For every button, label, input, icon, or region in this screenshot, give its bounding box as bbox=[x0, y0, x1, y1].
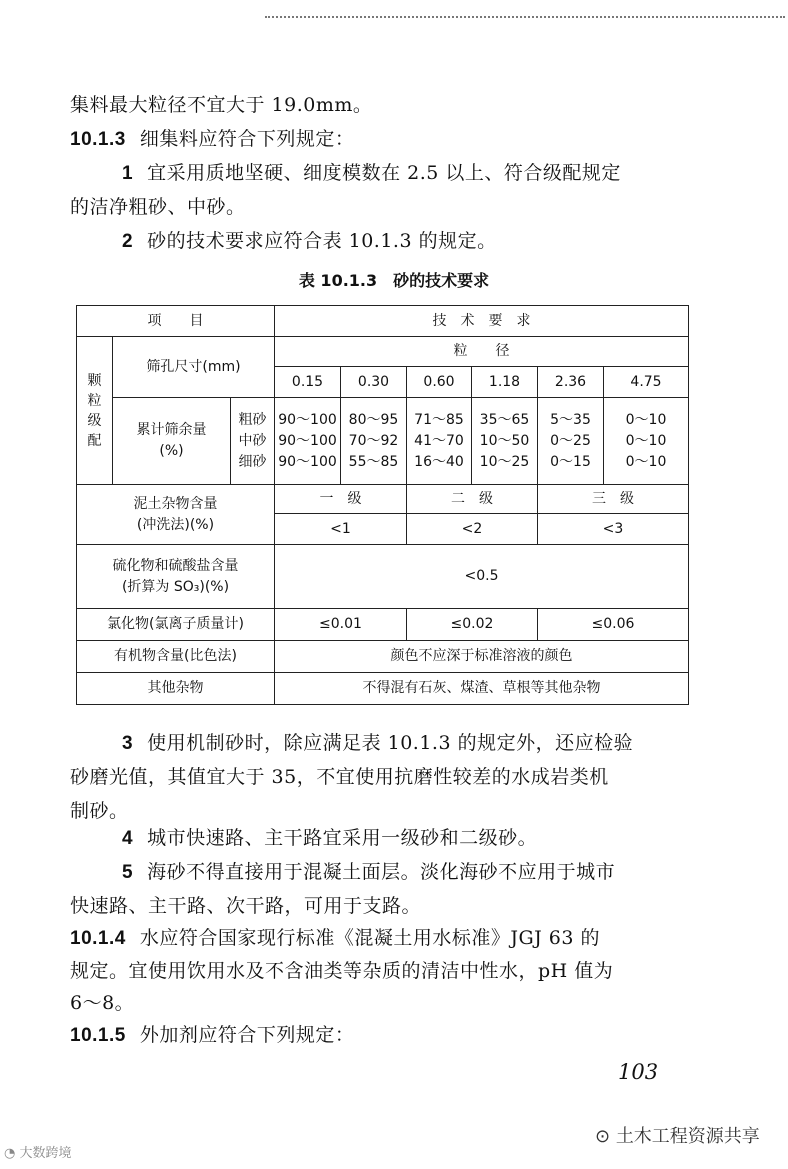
mud-value: <2 bbox=[407, 514, 538, 545]
mud-value: <1 bbox=[275, 514, 407, 545]
mud-label: 泥土杂物含量 (冲洗法)(%) bbox=[77, 485, 275, 545]
chloride-value: ≤0.02 bbox=[407, 609, 538, 641]
logo-icon: ◔ bbox=[4, 1146, 20, 1161]
header-item: 项 目 bbox=[77, 306, 275, 337]
item-3-line-c: 制砂。 bbox=[70, 800, 129, 822]
sieve-size: 0.30 bbox=[341, 367, 407, 398]
clause-10-1-3: 10.1.3 细集料应符合下列规定： bbox=[70, 128, 355, 150]
residue-values: 5～35 0～25 0～15 bbox=[538, 398, 604, 485]
sieve-size: 4.75 bbox=[604, 367, 689, 398]
chloride-value: ≤0.06 bbox=[538, 609, 689, 641]
sieve-size: 0.15 bbox=[275, 367, 341, 398]
header-rule bbox=[265, 0, 785, 18]
residue-label: 累计筛余量 (%) bbox=[113, 398, 231, 485]
grade-2: 二 级 bbox=[407, 485, 538, 514]
paragraph-aggregate-size: 集料最大粒径不宜大于 19.0mm。 bbox=[70, 94, 373, 116]
sieve-size: 2.36 bbox=[538, 367, 604, 398]
clause-10-1-4-line-a: 10.1.4 水应符合国家现行标准《混凝土用水标准》JGJ 63 的 bbox=[70, 927, 600, 949]
sieve-size: 0.60 bbox=[407, 367, 472, 398]
other-value: 不得混有石灰、煤渣、草根等其他杂物 bbox=[275, 673, 689, 705]
clause-10-1-4-line-b: 规定。宜使用饮用水及不含油类等杂质的清洁中性水，pH 值为 bbox=[70, 960, 614, 982]
item-3-line-a: 3 使用机制砂时，除应满足表 10.1.3 的规定外，还应检验 bbox=[122, 732, 634, 754]
residue-values: 0～10 0～10 0～10 bbox=[604, 398, 689, 485]
item-4: 4 城市快速路、主干路宜采用一级砂和二级砂。 bbox=[122, 827, 538, 849]
residue-values: 71～85 41～70 16～40 bbox=[407, 398, 472, 485]
residue-row bbox=[77, 398, 689, 485]
grade-3: 三 级 bbox=[538, 485, 689, 514]
particle-row bbox=[77, 337, 689, 367]
sand-types: 粗砂 中砂 细砂 bbox=[231, 398, 275, 485]
particle-label: 粒 径 bbox=[275, 337, 689, 367]
table-header-row bbox=[77, 306, 689, 337]
grade-1: 一 级 bbox=[275, 485, 407, 514]
clause-number: 10.1.3 bbox=[70, 129, 126, 150]
other-row bbox=[77, 673, 689, 705]
residue-values: 35～65 10～50 10～25 bbox=[472, 398, 538, 485]
sieve-label: 筛孔尺寸(mm) bbox=[113, 337, 275, 398]
grading-label: 颗粒级配 bbox=[77, 337, 113, 485]
page-number: 103 bbox=[618, 1060, 659, 1084]
mud-value: <3 bbox=[538, 514, 689, 545]
chloride-row bbox=[77, 609, 689, 641]
item-3-line-b: 砂磨光值，其值宜大于 35，不宜使用抗磨性较差的水成岩类机 bbox=[70, 766, 609, 788]
sand-requirements-table bbox=[76, 305, 689, 705]
item-5-line-a: 5 海砂不得直接用于混凝土面层。淡化海砂不应用于城市 bbox=[122, 861, 616, 883]
sulfide-value: <0.5 bbox=[275, 545, 689, 609]
wechat-icon: ⊙ bbox=[595, 1126, 616, 1147]
watermark-left: ◔ 大数跨境 bbox=[4, 1146, 72, 1161]
organic-label: 有机物含量(比色法) bbox=[77, 641, 275, 673]
mud-grade-row bbox=[77, 485, 689, 514]
residue-values: 90～100 90～100 90～100 bbox=[275, 398, 341, 485]
header-requirement: 技 术 要 求 bbox=[275, 306, 689, 337]
other-label: 其他杂物 bbox=[77, 673, 275, 705]
chloride-label: 氯化物(氯离子质量计) bbox=[77, 609, 275, 641]
organic-value: 颜色不应深于标准溶液的颜色 bbox=[275, 641, 689, 673]
item-5-line-b: 快速路、主干路、次干路，可用于支路。 bbox=[70, 895, 422, 917]
item-2: 2 砂的技术要求应符合表 10.1.3 的规定。 bbox=[122, 230, 497, 252]
item-1-line-a: 1 宜采用质地坚硬、细度模数在 2.5 以上、符合级配规定 bbox=[122, 162, 621, 184]
organic-row bbox=[77, 641, 689, 673]
residue-values: 80～95 70～92 55～85 bbox=[341, 398, 407, 485]
sieve-size: 1.18 bbox=[472, 367, 538, 398]
table-title: 表 10.1.3 砂的技术要求 bbox=[298, 271, 490, 290]
sulfide-label: 硫化物和硫酸盐含量 (折算为 SO₃)(%) bbox=[77, 545, 275, 609]
sulfide-row bbox=[77, 545, 689, 609]
watermark-right: ⊙ 土木工程资源共享 bbox=[595, 1126, 760, 1147]
clause-10-1-4-line-c: 6～8。 bbox=[70, 992, 135, 1014]
chloride-value: ≤0.01 bbox=[275, 609, 407, 641]
clause-10-1-5: 10.1.5 外加剂应符合下列规定： bbox=[70, 1024, 355, 1046]
item-1-line-b: 的洁净粗砂、中砂。 bbox=[70, 196, 246, 218]
